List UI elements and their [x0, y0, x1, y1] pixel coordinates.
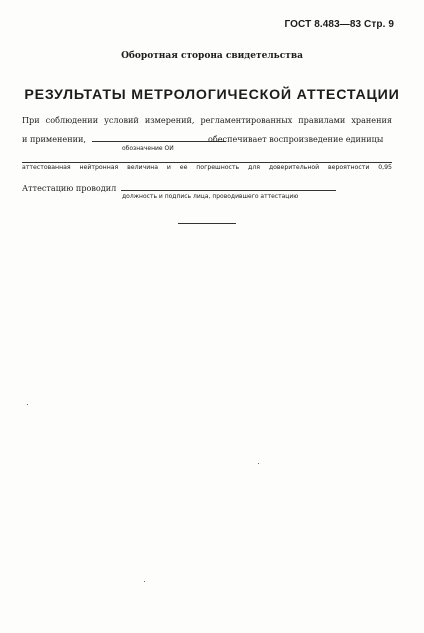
line-2-lead-text: и применении, [22, 134, 86, 144]
paragraph-line-4 [22, 183, 392, 203]
designation-blank-line [92, 141, 226, 142]
signature-blank-line [121, 190, 336, 191]
quantity-blank-caption: аттестованная нейтронная величина и ее погрешность для доверительной вероятности 0,95 [22, 164, 392, 171]
paragraph-line-2 [22, 134, 392, 152]
scan-speck [144, 581, 145, 582]
paragraph-line-1: При соблюдении условий измерений, регламентированных правилами хранения [22, 115, 392, 125]
scan-speck [258, 463, 259, 464]
line-4-lead-text: Аттестацию проводил [22, 183, 117, 193]
line-2-tail-text: обеспечивает воспроизведение единицы [208, 134, 384, 144]
quantity-blank-line [22, 162, 392, 163]
document-subtitle: Оборотная сторона свидетельства [121, 51, 303, 61]
document-title: РЕЗУЛЬТАТЫ МЕТРОЛОГИЧЕСКОЙ АТТЕСТАЦИИ [24, 87, 400, 103]
scan-speck [27, 404, 28, 405]
designation-blank-caption: обозначение ОИ [122, 145, 174, 152]
page-header: ГОСТ 8.483—83 Стр. 9 [284, 19, 394, 30]
signature-blank-caption: должность и подпись лица, проводившего аттестацию [122, 193, 299, 200]
section-end-rule [178, 223, 236, 224]
